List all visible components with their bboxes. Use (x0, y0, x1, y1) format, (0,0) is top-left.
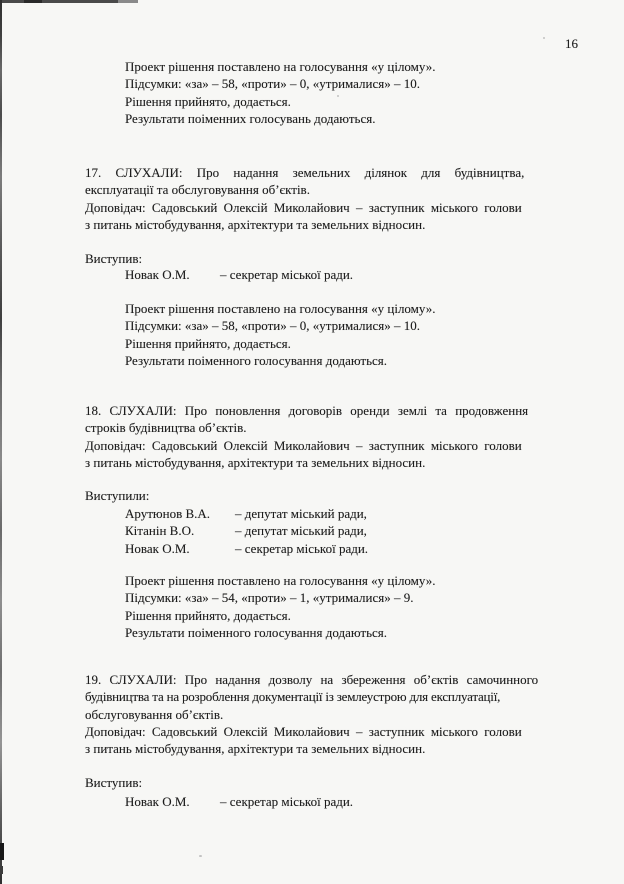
vote-put-line: Проект рішення поставлено на голосування «у цілому». (125, 301, 436, 316)
item-17-title-line-2: експлуатації та обслуговування об’єктів. (85, 182, 310, 198)
vote-tally-line: Підсумки: «за» – 58, «проти» – 0, «утрималися» – 10. (125, 76, 420, 92)
decision-line: Рішення прийнято, додається. (125, 607, 291, 623)
decision-line: Рішення прийнято, додається. (125, 335, 291, 351)
item-19-rapporteur-line-2: з питань містобудування, архітектури та земельних відносин. (85, 741, 426, 757)
speaker-name: Арутюнов В.А. (125, 506, 211, 521)
item-18-speakers (125, 505, 595, 557)
speaker-role: – депутат міський ради, (235, 506, 367, 521)
vote-put-line: Проект рішення поставлено на голосування «у цілому». (125, 573, 436, 588)
item-18-spoke-label: Виступили: (85, 488, 150, 503)
speaker-row (125, 266, 595, 283)
speaker-role: – секретар міської ради. (235, 540, 369, 556)
scan-mark-bottom-left (0, 843, 4, 860)
item-17-results-block (125, 300, 595, 369)
scan-speckle (199, 855, 202, 857)
speaker-row (125, 793, 595, 810)
item-18-title-line-2: строків будівництва об’єктів. (85, 420, 247, 436)
item-17-spoke-label: Виступив: (85, 251, 143, 266)
scan-edge-top-light (118, 0, 138, 3)
item-17-heading (85, 164, 590, 233)
item-19-heading (85, 671, 590, 757)
vote-tally-line: Підсумки: «за» – 58, «проти» – 0, «утрималися» – 10. (125, 318, 420, 334)
item-18-results-block (125, 572, 595, 641)
speaker-name: Новак О.М. (125, 794, 190, 809)
speaker-row (125, 505, 595, 522)
item-19-title-line-1: 19. СЛУХАЛИ: Про надання дозволу на збереження об’єктів самочинного (85, 672, 539, 687)
item-18-heading (85, 402, 590, 471)
speaker-role: – секретар міської ради. (220, 267, 354, 282)
speaker-row (125, 540, 595, 557)
vote-put-line: Проект рішення поставлено на голосування «у цілому». (125, 59, 436, 74)
rollcall-line: Результати поіменного голосування додаються. (125, 624, 387, 640)
item-19-title-line-2: будівництва та на розроблення документації із землеустрою для експлуатації, (85, 689, 501, 705)
speaker-name: Кітанін В.О. (125, 523, 195, 539)
item-17-rapporteur-line-1: Доповідач: Садовський Олексій Миколайович – заступник міського голови (85, 199, 522, 215)
item-17-rapporteur-line-2: з питань містобудування, архітектури та земельних відносин. (85, 216, 426, 232)
item-19-title-line-3: обслуговування об’єктів. (85, 706, 224, 722)
scan-edge-left (0, 0, 2, 884)
scan-mark-bottom-left-2 (0, 866, 3, 874)
rollcall-line: Результати поіменних голосувань додаються. (125, 110, 376, 126)
page-number: 16 (565, 36, 578, 51)
speaker-role: – депутат міський ради, (235, 523, 367, 539)
item-17-title-line-1: 17. СЛУХАЛИ: Про надання земельних ділянок для будівництва, (85, 165, 525, 180)
item-17-speakers (125, 266, 595, 283)
scan-speckle (543, 37, 545, 39)
rollcall-line: Результати поіменного голосування додаються. (125, 352, 387, 368)
item-19-spoke-label: Виступив: (85, 775, 143, 790)
item-19-rapporteur-line-1: Доповідач: Садовський Олексій Миколайович – заступник міського голови (85, 723, 522, 739)
scan-edge-top-dark (24, 0, 42, 3)
speaker-name: Новак О.М. (125, 267, 190, 282)
vote-tally-line: Підсумки: «за» – 54, «проти» – 1, «утрималися» – 9. (125, 590, 414, 606)
speaker-role: – секретар міської ради. (220, 794, 354, 809)
item-18-rapporteur-line-2: з питань містобудування, архітектури та земельних відносин. (85, 454, 426, 470)
intro-results-block (125, 58, 595, 127)
scan-edge-top (0, 0, 118, 3)
item-18-title-line-1: 18. СЛУХАЛИ: Про поновлення договорів оренди землі та продовження (85, 403, 529, 418)
decision-line: Рішення прийнято, додається. (125, 93, 291, 109)
item-18-rapporteur-line-1: Доповідач: Садовський Олексій Миколайович – заступник міського голови (85, 437, 522, 453)
speaker-row (125, 522, 595, 539)
item-19-speakers (125, 793, 595, 810)
speaker-name: Новак О.М. (125, 540, 190, 556)
